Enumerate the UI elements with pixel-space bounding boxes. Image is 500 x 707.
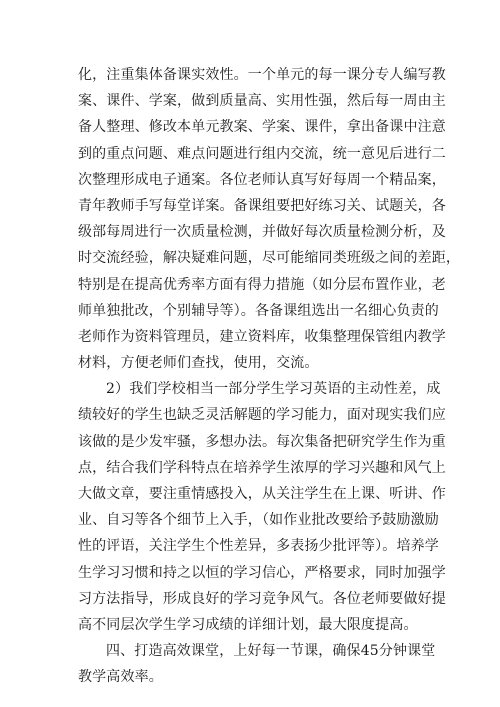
text-line: 业、自习等各个细节上入手，（如作业批改要给予鼓励激励 <box>78 512 439 529</box>
text-line: 青年教师手写每堂详案。备课组要把好练习关、试题关，各 <box>78 197 446 214</box>
paragraph-start-line: 2）我们学校相当一部分学生学习英语的主动性差，成 <box>106 381 441 398</box>
body-text <box>78 62 461 691</box>
text-line: 化，注重集体备课实效性。一个单元的每一课分专人编写教 <box>78 67 446 83</box>
text-line: 到的重点问题、难点问题进行组内交流，统一意见后进行二 <box>78 145 446 162</box>
text-line: 材料，方便老师们查找，使用，交流。 <box>78 355 319 372</box>
text-line: 次整理形成电子通案。各位老师认真写好每周一个精品案， <box>78 171 446 188</box>
text-line: 性的评语，关注学生个性差异，多表扬少批评等）。培养学 <box>78 538 439 555</box>
text-line: 备人整理、修改本单元教案、学案、课件，拿出备课中注意 <box>78 119 446 136</box>
text-line: 高不同层次学生学习成绩的详细计划，最大限度提高。 <box>78 616 418 633</box>
text-line: 大做文章，要注重情感投入，从关注学生在上课、听讲、作 <box>78 486 446 502</box>
text-line: 案、课件、学案，做到质量高、实用性强，然后每一周由主 <box>78 93 446 110</box>
text-line: 习方法指导，形成良好的学习竞争风气。各位老师要做好提 <box>78 590 446 607</box>
text-line: 级部每周进行一次质量检测，并做好每次质量检测分析，及 <box>78 224 446 241</box>
text-line: 点，结合我们学科特点在培养学生浓厚的学习兴趣和风气上 <box>78 459 446 476</box>
text-line: 老师作为资料管理员，建立资料库，收集整理保管组内教学 <box>78 328 446 345</box>
text-line: 师单独批改，个别辅导等）。各备课组选出一名细心负责的 <box>78 302 439 319</box>
text-line: 教学高效率。 <box>78 669 163 686</box>
text-line: 时交流经验，解决疑难问题，尽可能缩同类班级之间的差距， <box>78 250 461 267</box>
text-line: 该做的是少发牢骚，多想办法。每次集备把研究学生作为重 <box>78 433 446 450</box>
text-line: 生学习习惯和持之以恒的学习信心，严格要求，同时加强学 <box>78 564 446 581</box>
section-heading-line: 四、打造高效课堂，上好每一节课，确保45分钟课堂 <box>106 643 436 660</box>
text-line: 特别是在提高优秀率方面有得力措施（如分层布置作业，老 <box>78 276 446 293</box>
text-line: 绩较好的学生也缺乏灵活解题的学习能力，面对现实我们应 <box>78 407 446 424</box>
